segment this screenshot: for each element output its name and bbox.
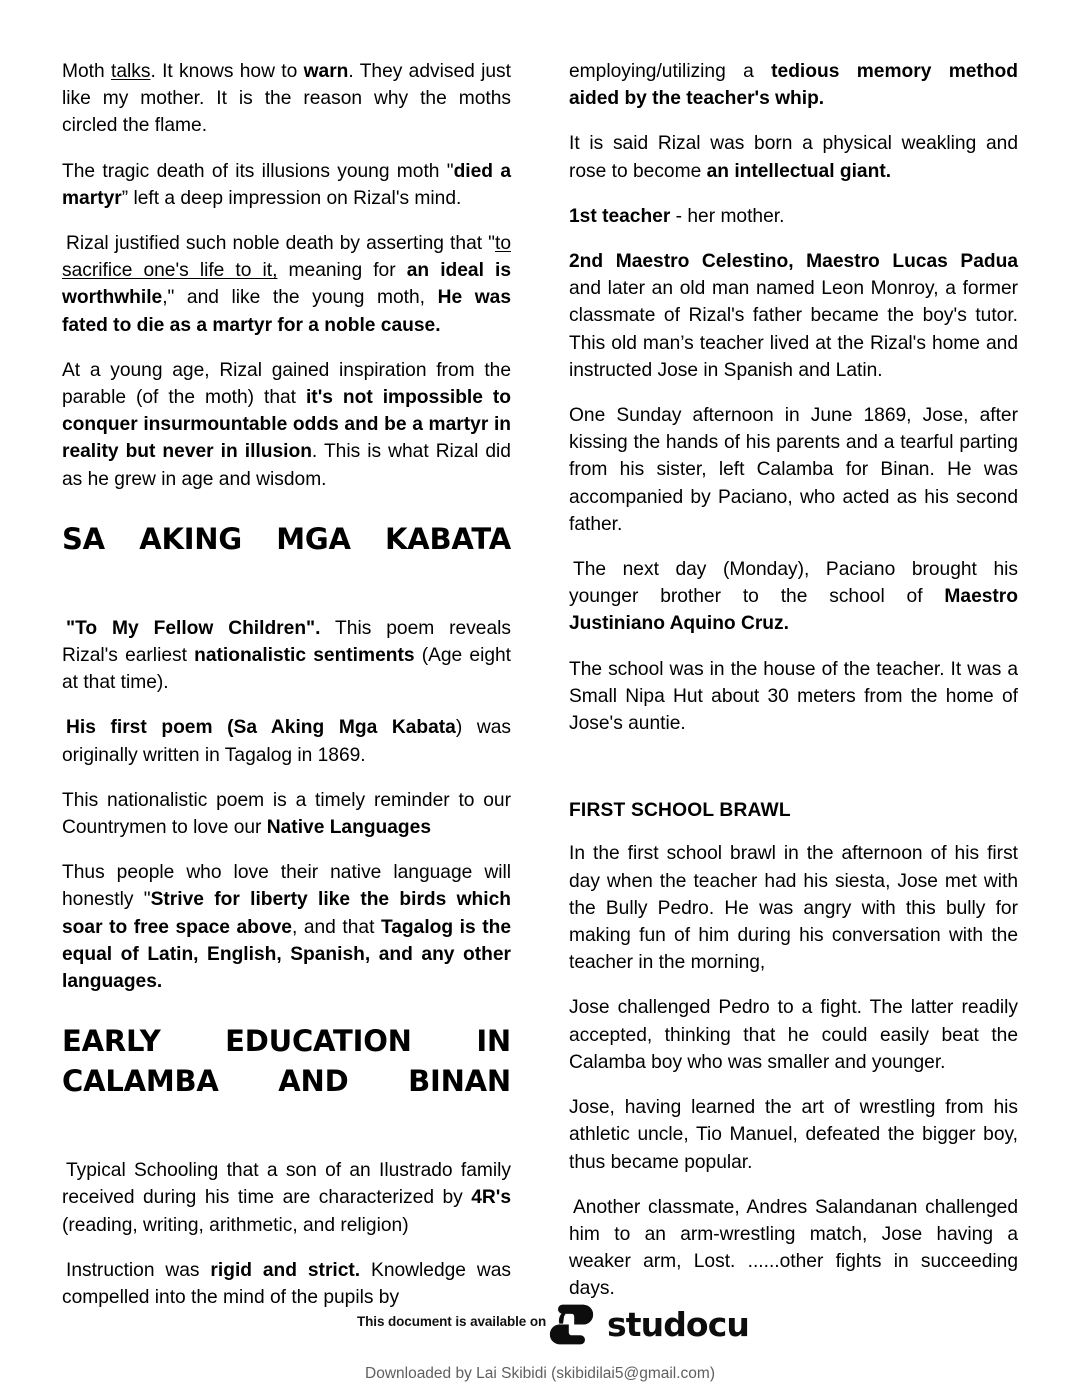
body-paragraph: "To My Fellow Children". This poem reveals Rizal's earliest nationalistic sentiments (Age eight at that time). — [62, 617, 512, 694]
body-paragraph: Instruction was rigid and strict. Knowledge was compelled into the mind of the pupils by — [62, 1259, 511, 1309]
body-paragraph: 1st teacher - her mother. — [569, 205, 785, 227]
body-paragraph: Thus people who love their native language will honestly "Strive for liberty like the birds which soar to free space above, and that Tagalog is the equal of Latin, English, Spanish, and any other languages. — [62, 862, 511, 993]
body-paragraph: Typical Schooling that a son of an Ilustrado family received during his time are characterized by 4R's (reading, writing, arithmetic, and religion) — [62, 1160, 511, 1236]
left-column — [62, 58, 511, 1311]
sub-heading: FIRST SCHOOL BRAWL — [569, 800, 791, 822]
body-paragraph: Jose, having learned the art of wrestling from his athletic uncle, Tio Manuel, defeated the bigger boy, thus became popular. — [569, 1097, 1018, 1173]
body-paragraph: Moth talks. It knows how to warn. They advised just like my mother. It is the reason why the moths circled the flame. — [62, 61, 511, 137]
studocu-s-mark-icon — [549, 1302, 594, 1347]
body-paragraph: The next day (Monday), Paciano brought his younger brother to the school of Maestro Justiniano Aquino Cruz. — [569, 559, 1018, 635]
right-column — [569, 58, 1018, 1303]
body-paragraph: At a young age, Rizal gained inspiration from the parable (of the moth) that it's not impossible to conquer insurmountable odds and be a martyr in reality but never in illusion. This is what Rizal did as he grew in age and wisdom. — [62, 359, 511, 490]
page-footer — [0, 1301, 1080, 1397]
body-paragraph: Another classmate, Andres Salandanan challenged him to an arm-wrestling match, Jose having a weaker arm, Lost. ......other fights in succeeding days. — [569, 1196, 1018, 1300]
body-paragraph: employing/utilizing a tedious memory method aided by the teacher's whip. — [569, 61, 1018, 110]
body-paragraph: One Sunday afternoon in June 1869, Jose, after kissing the hands of his parents and a tearful parting from his sister, left Calamba for Binan. He was accompanied by Paciano, who acted as his second father. — [569, 405, 1018, 535]
body-paragraph: In the first school brawl in the afternoon of his first day when the teacher had his siesta, Jose met with the Bully Pedro. He was angry with this bully for making fun of him during his conversation with the teacher in the morning, — [569, 843, 1018, 974]
two-column-layout — [62, 58, 1018, 1311]
body-paragraph: His first poem (Sa Aking Mga Kabata) was originally written in Tagalog in 1869. — [62, 717, 511, 766]
section-heading-wrapper — [62, 1021, 511, 1141]
body-paragraph: It is said Rizal was born a physical weakling and rose to become an intellectual giant. — [569, 133, 1018, 182]
section-heading-wrapper — [62, 519, 511, 599]
section-heading: EARLY EDUCATION IN CALAMBA AND BINAN — [62, 1024, 511, 1099]
body-paragraph: The school was in the house of the teacher. It was a Small Nipa Hut about 30 meters from the home of Jose's auntie. — [569, 658, 1018, 735]
body-paragraph: This nationalistic poem is a timely reminder to our Countrymen to love our Native Languages — [62, 789, 511, 839]
section-heading: SA AKING MGA KABATA — [62, 521, 511, 556]
body-paragraph: 2nd Maestro Celestino, Maestro Lucas Padua and later an old man named Leon Monroy, a former classmate of Rizal's father became the boy's tutor. This old man’s teacher lived at the Rizal's home and instructed Jose in Spanish and Latin. — [569, 251, 1018, 381]
downloaded-by-watermark: Downloaded by Lai Skibidi (skibidilai5@gmail.com) — [365, 1365, 715, 1382]
vertical-spacer — [569, 755, 1018, 797]
document-available-label: This document is available on — [357, 1314, 547, 1329]
body-paragraph: The tragic death of its illusions young moth "died a martyr” left a deep impression on Rizal's mind. — [62, 160, 511, 209]
body-paragraph: Rizal justified such noble death by asserting that "to sacrifice one's life to it, meaning for an ideal is worthwhile," and like the young moth, He was fated to die as a martyr for a noble cause. — [62, 233, 512, 336]
body-paragraph: Jose challenged Pedro to a fight. The latter readily accepted, thinking that he could easily beat the Calamba boy who was smaller and younger. — [569, 997, 1018, 1073]
studocu-logo[interactable] — [549, 1302, 749, 1347]
studocu-wordmark: studocu — [607, 1305, 749, 1344]
